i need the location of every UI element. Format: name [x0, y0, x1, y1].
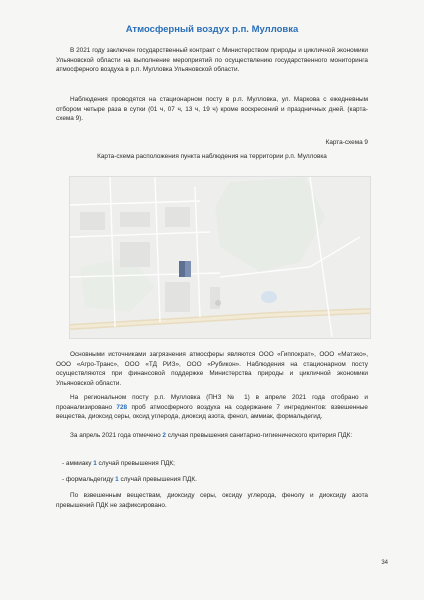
- map-caption: Карта-схема расположения пункта наблюдения на территории р.п. Мулловка: [97, 153, 327, 160]
- results-text-2b: случая превышения санитарно-гигиенического критерия ПДК:: [165, 432, 353, 439]
- results-text-1b: проб атмосферного воздуха на содержание 7 ингредиентов: взвешенные вещества, диоксид серы, оксид углерода, диоксид азота, фенол, аммиак, формальдегид.: [56, 403, 368, 421]
- results-text-1a: На региональном посту р.п. Мулловка (ПНЗ № 1) в апреле 2021 года отобрано и проанализировано: [56, 394, 368, 411]
- observation-post-marker: [179, 261, 191, 277]
- page-title: Атмосферный воздух р.п. Мулловка: [125, 24, 299, 35]
- samples-count: 728: [116, 403, 128, 411]
- list-item-suffix: случай превышения ПДК.: [118, 476, 197, 483]
- list-item-prefix: - формальдегиду: [62, 476, 116, 483]
- intro-paragraph-2: Наблюдения проводятся на стационарном посту в р.п. Мулловка, ул. Маркова с ежедневным отбором четыре раза в сутки (01 ч, 07 ч, 13 ч, 19 ч) кроме воскресений и праздничных дней. (карта-схема 9).: [56, 96, 368, 123]
- list-item-formaldehyde: [62, 475, 197, 485]
- list-item-prefix: - аммиаку: [62, 460, 94, 467]
- results-paragraph-2: [56, 431, 368, 441]
- map-drawing: [70, 177, 370, 338]
- sources-paragraph: Основными источниками загрязнения атмосферы являются ООО «Гиппократ», ООО «Матэко», ООО «Агро-Транс», ООО «ТД РИЗ», ООО «Рубикон». Наблюдения на стационарном посту осуществляются при финансовой поддержке Министерства природы и цикличной экономики Ульяновской области.: [56, 351, 368, 387]
- map-image: [69, 176, 371, 339]
- list-item-suffix: случай превышения ПДК;: [96, 460, 175, 467]
- cases-count: 2: [162, 432, 166, 439]
- results-paragraph-1: [56, 393, 368, 422]
- intro-paragraph-1: В 2021 году заключен государственный контракт с Министерством природы и цикличной экономики Ульяновской области на выполнение мероприятий по осуществлению государственного мониторинга атмосферного воздуха в р.п. Мулловка Ульяновской области.: [56, 47, 368, 74]
- list-item-ammonia: [62, 459, 175, 469]
- results-paragraph-3: По взвешенным веществам, диоксиду серы, оксиду углерода, фенолу и диоксиду азота превышений ПДК не зафиксировано.: [56, 492, 368, 509]
- results-text-2a: За апрель 2021 года отмечено: [70, 432, 163, 439]
- list-item-count: 1: [115, 476, 119, 483]
- list-item-count: 1: [93, 460, 97, 467]
- page-number: 34: [381, 560, 388, 566]
- map-label: Карта-схема 9: [325, 139, 368, 146]
